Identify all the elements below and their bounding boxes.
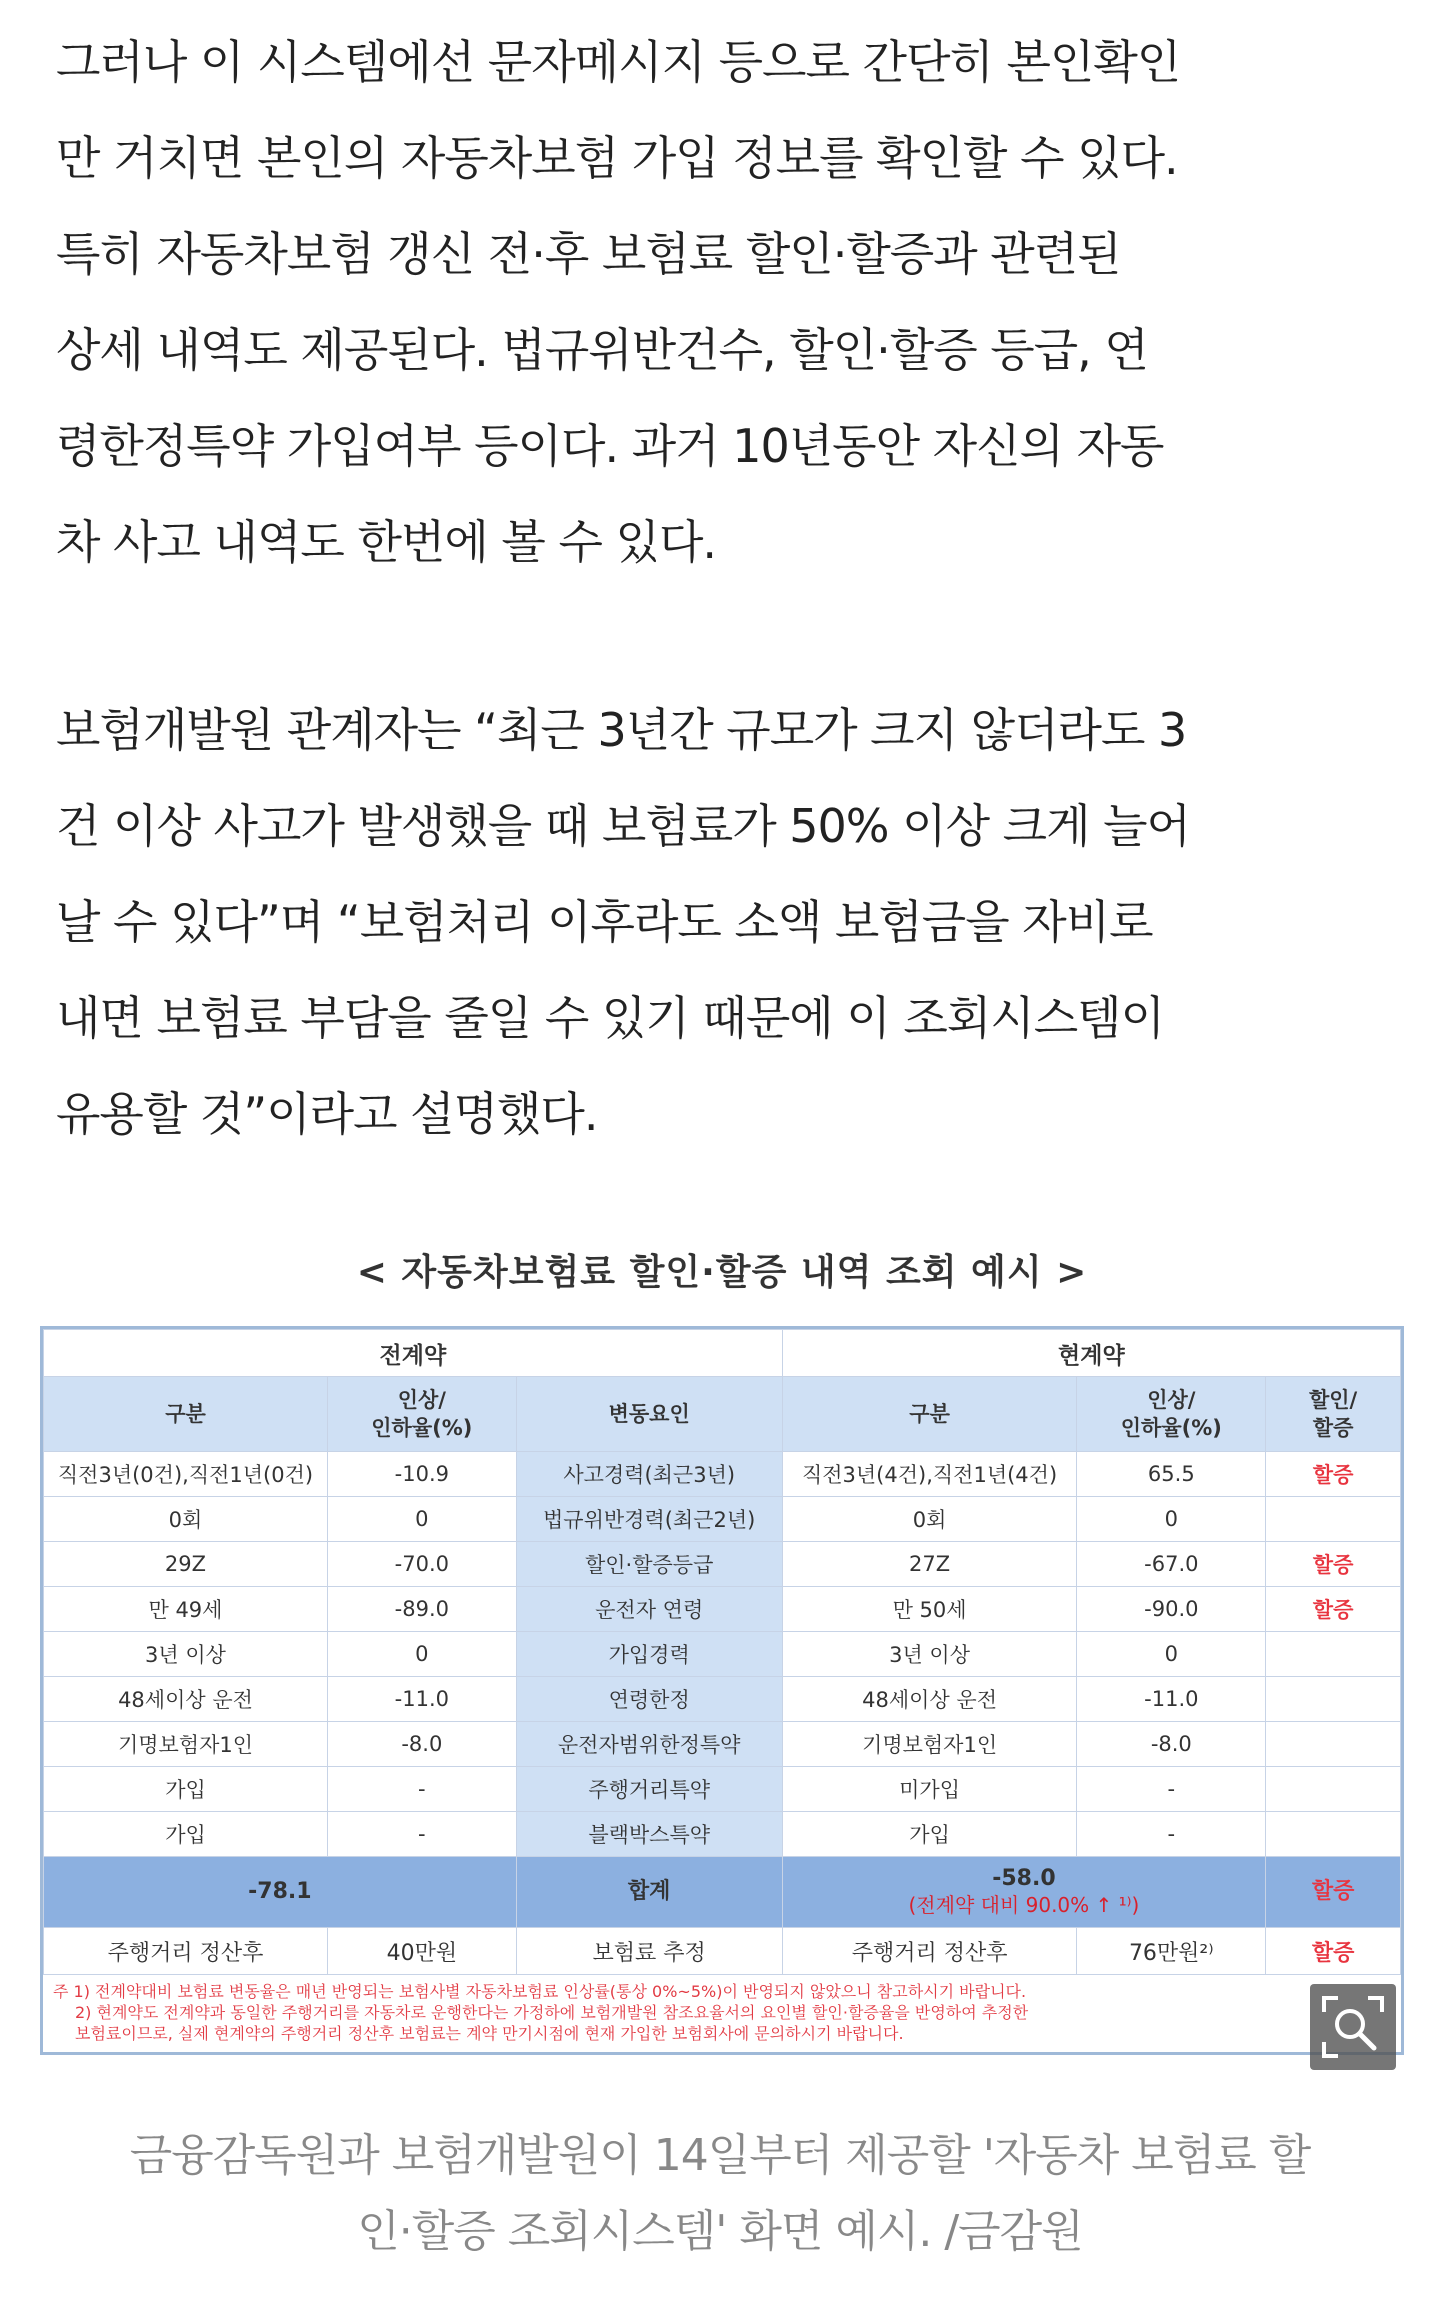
prev-item-cell: 가입 — [44, 1812, 328, 1857]
comparison-table — [43, 1329, 1401, 1975]
table-row — [44, 1767, 1401, 1812]
estimate-curr-label: 주행거리 정산후 — [782, 1928, 1077, 1975]
prev-item-cell: 3년 이상 — [44, 1632, 328, 1677]
flag-cell — [1266, 1677, 1401, 1722]
curr-rate-cell: 0 — [1077, 1632, 1266, 1677]
col-header-curr-rate: 인상/ 인하율(%) — [1077, 1377, 1266, 1452]
curr-item-cell: 만 50세 — [782, 1587, 1077, 1632]
estimate-prev-value: 40만원 — [327, 1928, 516, 1975]
paragraph-line: 날 수 있다”며 “보험처리 이후라도 소액 보험금을 자비로 — [56, 895, 1153, 949]
figure-title: < 자동차보험료 할인·할증 내역 조회 예시 > — [356, 1252, 1088, 1293]
flag-cell — [1266, 1812, 1401, 1857]
flag-cell — [1266, 1767, 1401, 1812]
paragraph-line: 령한정특약 가입여부 등이다. 과거 10년동안 자신의 자동 — [56, 419, 1164, 473]
table-row — [44, 1497, 1401, 1542]
paragraph-line: 차 사고 내역도 한번에 볼 수 있다. — [56, 515, 717, 569]
estimate-row — [44, 1928, 1401, 1975]
curr-rate-cell: -11.0 — [1077, 1677, 1266, 1722]
paragraph-line: 만 거치면 본인의 자동차보험 가입 정보를 확인할 수 있다. — [56, 131, 1178, 185]
prev-rate-cell: - — [327, 1812, 516, 1857]
curr-rate-cell: -67.0 — [1077, 1542, 1266, 1587]
table-row — [44, 1542, 1401, 1587]
col-header-prev-rate: 인상/ 인하율(%) — [327, 1377, 516, 1452]
prev-item-cell: 기명보험자1인 — [44, 1722, 328, 1767]
table-row — [44, 1722, 1401, 1767]
curr-rate-cell: 65.5 — [1077, 1452, 1266, 1497]
prev-rate-cell: -89.0 — [327, 1587, 516, 1632]
flag-cell — [1266, 1722, 1401, 1767]
paragraph-line: 상세 내역도 제공된다. 법규위반건수, 할인·할증 등급, 연 — [56, 323, 1148, 377]
table-row — [44, 1632, 1401, 1677]
comparison-table-container — [40, 1326, 1404, 2055]
curr-rate-cell: -90.0 — [1077, 1587, 1266, 1632]
table-row — [44, 1452, 1401, 1497]
curr-item-cell: 미가입 — [782, 1767, 1077, 1812]
article-figure[interactable] — [36, 1248, 1408, 2078]
zoom-in-button[interactable] — [1310, 1984, 1396, 2070]
flag-cell: 할증 — [1266, 1542, 1401, 1587]
factor-cell: 연령한정 — [516, 1677, 782, 1722]
paragraph-line: 건 이상 사고가 발생했을 때 보험료가 50% 이상 크게 늘어 — [56, 799, 1190, 853]
factor-cell: 할인·할증등급 — [516, 1542, 782, 1587]
zoom-in-icon — [1310, 1984, 1396, 2070]
prev-rate-cell: 0 — [327, 1632, 516, 1677]
prev-item-cell: 만 49세 — [44, 1587, 328, 1632]
curr-item-cell: 27Z — [782, 1542, 1077, 1587]
paragraph-line: 그러나 이 시스템에선 문자메시지 등으로 간단히 본인확인 — [56, 35, 1181, 89]
factor-cell: 주행거리특약 — [516, 1767, 782, 1812]
col-header-curr-item: 구분 — [782, 1377, 1077, 1452]
sum-curr-cell — [782, 1857, 1265, 1928]
prev-item-cell: 0회 — [44, 1497, 328, 1542]
caption-line: 인·할증 조회시스템' 화면 예시. /금감원 — [357, 2206, 1083, 2257]
sum-flag-cell: 할증 — [1266, 1857, 1401, 1928]
curr-rate-cell: 0 — [1077, 1497, 1266, 1542]
estimate-flag: 할증 — [1266, 1928, 1401, 1975]
prev-rate-cell: -70.0 — [327, 1542, 516, 1587]
prev-rate-cell: 0 — [327, 1497, 516, 1542]
col-header-prev-item: 구분 — [44, 1377, 328, 1452]
curr-item-cell: 가입 — [782, 1812, 1077, 1857]
flag-cell — [1266, 1632, 1401, 1677]
curr-rate-cell: -8.0 — [1077, 1722, 1266, 1767]
paragraph-line: 보험개발원 관계자는 “최근 3년간 규모가 크지 않더라도 3 — [56, 703, 1187, 757]
factor-cell: 운전자 연령 — [516, 1587, 782, 1632]
factor-cell: 가입경력 — [516, 1632, 782, 1677]
factor-cell: 블랙박스특약 — [516, 1812, 782, 1857]
curr-item-cell: 48세이상 운전 — [782, 1677, 1077, 1722]
flag-cell — [1266, 1497, 1401, 1542]
estimate-curr-value: 76만원²⁾ — [1077, 1928, 1266, 1975]
group-header-prev: 전계약 — [44, 1330, 783, 1377]
footnote-line: 2) 현계약도 전계약과 동일한 주행거리를 자동차로 운행한다는 가정하에 보험개발원 참조요율서의 요인별 할인·할증율을 반영하여 추정한 — [75, 2003, 1029, 2022]
table-footnotes — [43, 1975, 1401, 2052]
curr-item-cell: 직전3년(4건),직전1년(4건) — [782, 1452, 1077, 1497]
prev-item-cell: 48세이상 운전 — [44, 1677, 328, 1722]
table-row — [44, 1677, 1401, 1722]
table-row — [44, 1587, 1401, 1632]
article-paragraph-1 — [56, 14, 1396, 590]
sum-label-cell: 합계 — [516, 1857, 782, 1928]
factor-cell: 법규위반경력(최근2년) — [516, 1497, 782, 1542]
group-header-curr: 현계약 — [782, 1330, 1400, 1377]
paragraph-line: 특히 자동차보험 갱신 전·후 보험료 할인·할증과 관련된 — [56, 227, 1121, 281]
prev-item-cell: 직전3년(0건),직전1년(0건) — [44, 1452, 328, 1497]
article-paragraph-2 — [56, 682, 1396, 1162]
table-row — [44, 1812, 1401, 1857]
factor-cell: 사고경력(최근3년) — [516, 1452, 782, 1497]
footnote-line: 주 1) 전계약대비 보험료 변동율은 매년 반영되는 보험사별 자동차보험료 인상률(통상 0%~5%)이 반영되지 않았으니 참고하시기 바랍니다. — [53, 1982, 1027, 2001]
estimate-prev-label: 주행거리 정산후 — [44, 1928, 328, 1975]
prev-rate-cell: -8.0 — [327, 1722, 516, 1767]
curr-item-cell: 기명보험자1인 — [782, 1722, 1077, 1767]
curr-rate-cell: - — [1077, 1812, 1266, 1857]
sum-prev-cell: -78.1 — [44, 1857, 517, 1928]
sum-row — [44, 1857, 1401, 1928]
flag-cell: 할증 — [1266, 1452, 1401, 1497]
curr-item-cell: 0회 — [782, 1497, 1077, 1542]
prev-rate-cell: -10.9 — [327, 1452, 516, 1497]
prev-item-cell: 가입 — [44, 1767, 328, 1812]
curr-item-cell: 3년 이상 — [782, 1632, 1077, 1677]
col-header-factor: 변동요인 — [516, 1377, 782, 1452]
prev-rate-cell: - — [327, 1767, 516, 1812]
col-header-flag: 할인/ 할증 — [1266, 1377, 1401, 1452]
estimate-label: 보험료 추정 — [516, 1928, 782, 1975]
paragraph-line: 내면 보험료 부담을 줄일 수 있기 때문에 이 조회시스템이 — [56, 991, 1165, 1045]
flag-cell: 할증 — [1266, 1587, 1401, 1632]
prev-item-cell: 29Z — [44, 1542, 328, 1587]
caption-line: 금융감독원과 보험개발원이 14일부터 제공할 '자동차 보험료 할 — [129, 2130, 1311, 2181]
figure-caption — [40, 2118, 1400, 2270]
factor-cell: 운전자범위한정특약 — [516, 1722, 782, 1767]
curr-rate-cell: - — [1077, 1767, 1266, 1812]
paragraph-line: 유용할 것”이라고 설명했다. — [56, 1087, 598, 1141]
prev-rate-cell: -11.0 — [327, 1677, 516, 1722]
footnote-line: 보험료이므로, 실제 현계약의 주행거리 정산후 보험료는 계약 만기시점에 현재 가입한 보험회사에 문의하시기 바랍니다. — [75, 2024, 904, 2043]
sum-curr-note: (전계약 대비 90.0% ↑ ¹⁾) — [908, 1893, 1140, 1917]
sum-curr-value: -58.0 — [992, 1866, 1056, 1891]
